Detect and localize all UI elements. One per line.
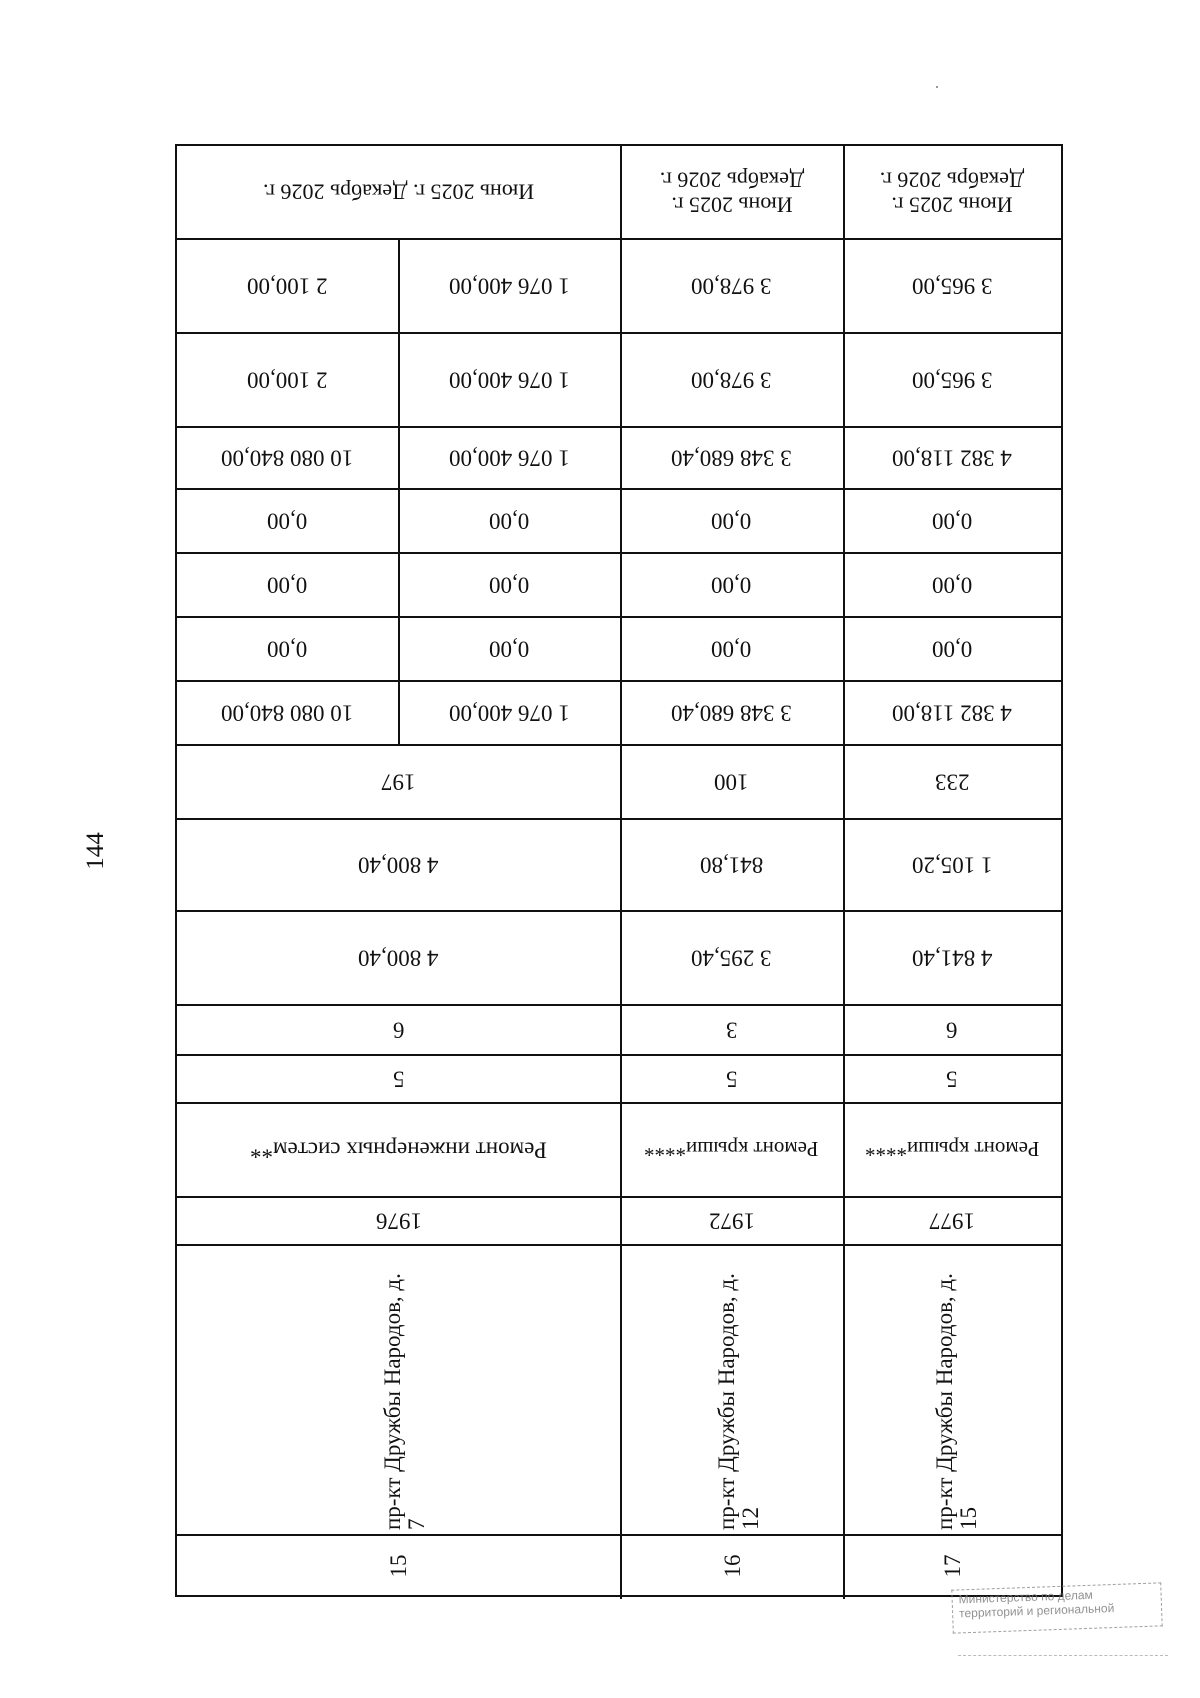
row-divider — [177, 1244, 1061, 1246]
page-number: 144 — [82, 832, 109, 870]
address-cell: пр-кт Дружбы Народов, д. 12 — [714, 1273, 764, 1530]
living-area-cell: 4 800,40 — [358, 852, 439, 878]
total-area-cell: 4 841,40 — [911, 945, 993, 971]
budget-local-cell: 0,00 — [267, 508, 308, 534]
period-cell: Июнь 2025 г. Декабрь 2026 г. — [262, 179, 535, 205]
year-cell: 1972 — [708, 1208, 755, 1234]
scan-artifact — [958, 1655, 1168, 1657]
budget-local-cell: 0,00 — [931, 508, 973, 534]
year-cell: 1976 — [375, 1208, 422, 1234]
address-cell: пр-кт Дружбы Народов, д. 15 — [932, 1273, 982, 1530]
ministry-stamp — [951, 1582, 1162, 1633]
period-cell: Июнь 2025 г. Декабрь 2026 г. — [659, 167, 804, 218]
row-number: 16 — [720, 1554, 745, 1578]
budget-local-cell: 0,00 — [711, 508, 752, 534]
owners-funds-cell: 1 076 400,00 — [448, 445, 570, 471]
cost-total-cell: 4 382 118,00 — [892, 700, 1012, 726]
cost-total-cell: 10 080 840,00 — [221, 700, 354, 726]
living-area-cell: 841,80 — [699, 852, 764, 878]
budget-subject-cell: 0,00 — [488, 572, 530, 598]
row-number: 15 — [386, 1554, 411, 1578]
work-type-cell: Ремонт крыши**** — [644, 1137, 819, 1162]
residents-cell: 100 — [714, 769, 749, 795]
work-type-cell: Ремонт инженерных систем** — [250, 1137, 547, 1163]
cost-total-cell: 1 076 400,00 — [448, 700, 570, 726]
unit-cost-cell: 3 978,00 — [691, 367, 772, 393]
work-type-cell: Ремонт крыши**** — [864, 1137, 1040, 1162]
budget-local-cell: 0,00 — [488, 508, 530, 534]
address-cell: пр-кт Дружбы Народов, д. 7 — [380, 1273, 430, 1530]
unit-cost-cell: 1 076 400,00 — [448, 367, 570, 393]
row-number: 17 — [940, 1554, 965, 1578]
total-area-cell: 4 800,40 — [358, 945, 439, 971]
row-divider — [177, 1534, 1061, 1536]
unit-cost-cell: 3 965,00 — [911, 367, 993, 393]
fund-fkr-cell: 0,00 — [711, 636, 752, 662]
entrances-cell: 6 — [946, 1017, 958, 1043]
living-area-cell: 1 105,20 — [911, 852, 993, 878]
budget-subject-cell: 0,00 — [267, 572, 308, 598]
floors-cell: 5 — [392, 1066, 405, 1092]
owners-funds-cell: 10 080 840,00 — [221, 445, 354, 471]
limit-cost-cell: 2 100,00 — [247, 273, 328, 299]
owners-funds-cell: 4 382 118,00 — [892, 445, 1012, 471]
total-area-cell: 3 295,40 — [691, 945, 772, 971]
entrances-cell: 6 — [392, 1017, 405, 1043]
residents-cell: 233 — [934, 769, 970, 795]
residents-cell: 197 — [381, 769, 416, 795]
fund-fkr-cell: 0,00 — [488, 636, 530, 662]
year-cell: 1977 — [929, 1208, 975, 1234]
stamp-line: территорий и региональной — [958, 1601, 1115, 1621]
floors-cell: 5 — [725, 1066, 738, 1092]
budget-subject-cell: 0,00 — [931, 572, 973, 598]
limit-cost-cell: 3 978,00 — [691, 273, 772, 299]
cost-total-cell: 3 348 680,40 — [671, 700, 792, 726]
stamp-line: Министерство по делам — [958, 1587, 1094, 1607]
unit-cost-cell: 2 100,00 — [247, 367, 328, 393]
owners-funds-cell: 3 348 680,40 — [671, 445, 792, 471]
period-cell: Июнь 2025 г. Декабрь 2026 г. — [879, 167, 1025, 218]
fund-fkr-cell: 0,00 — [931, 636, 973, 662]
capital-repair-table — [175, 144, 1063, 1597]
limit-cost-cell: 3 965,00 — [911, 273, 993, 299]
entrances-cell: 3 — [725, 1017, 738, 1043]
fund-fkr-cell: 0,00 — [267, 636, 308, 662]
scan-speck — [936, 86, 938, 88]
budget-subject-cell: 0,00 — [711, 572, 752, 598]
limit-cost-cell: 1 076 400,00 — [448, 273, 570, 299]
floors-cell: 5 — [946, 1066, 958, 1092]
